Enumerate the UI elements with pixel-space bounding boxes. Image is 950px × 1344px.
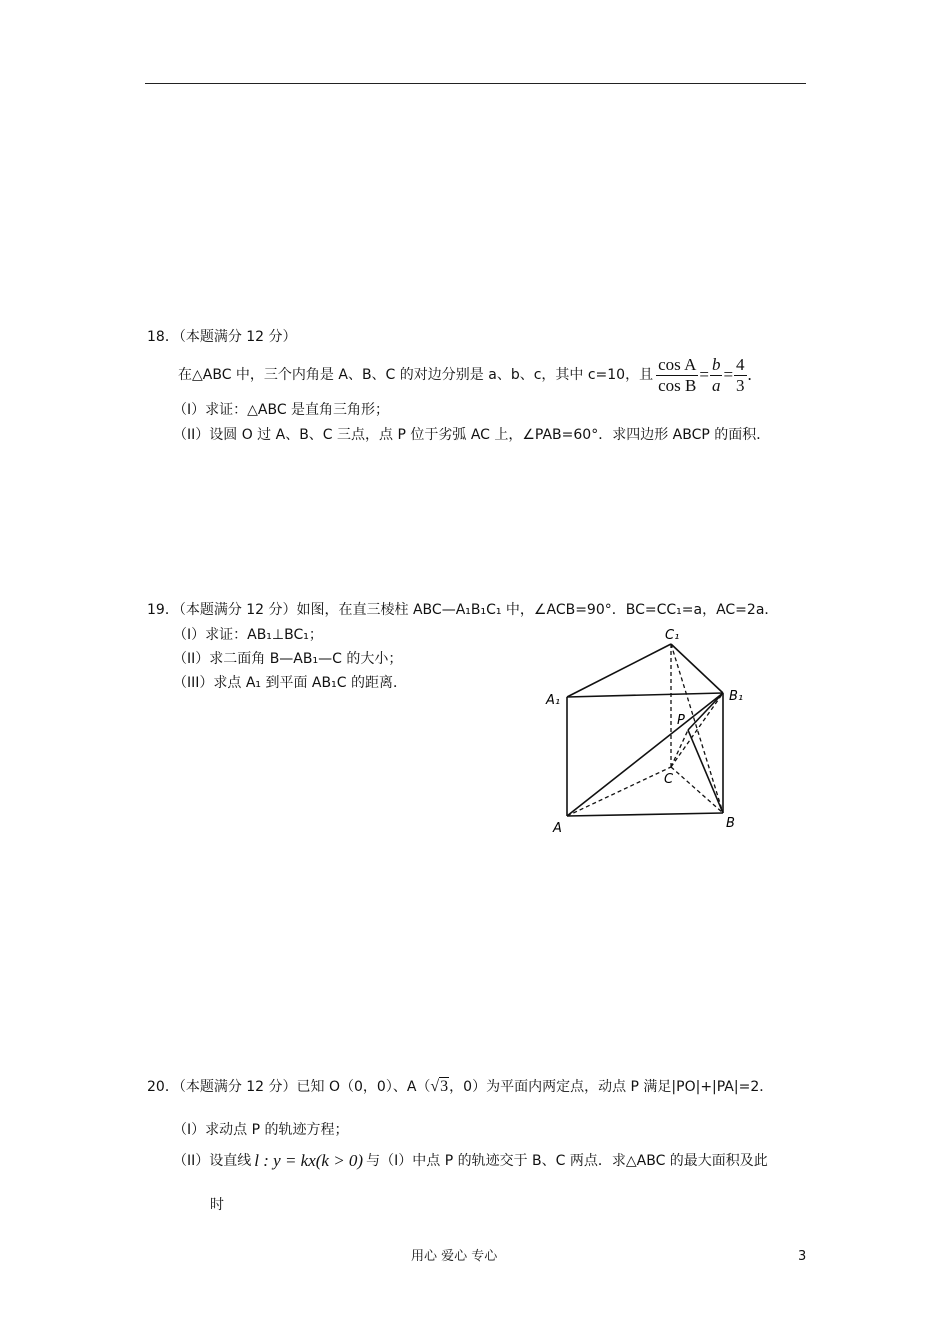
q20-sqrt-radicand: 3	[440, 1078, 449, 1096]
segment-cp-hidden	[671, 730, 688, 767]
q19-part1: （I）求证：AB₁⊥BC₁；	[173, 627, 323, 643]
q18-frac3-denominator: 3	[736, 375, 745, 395]
q18-statement	[178, 350, 753, 400]
footer-motto: 用心 爱心 专心	[411, 1249, 498, 1264]
q20-line-equation: l : y = kx(k > 0)	[254, 1150, 364, 1170]
q18-period: .	[747, 364, 752, 384]
q18-equals-2: =	[723, 364, 734, 384]
label-b: B	[726, 816, 735, 831]
q20-part2-post: 与（I）中点 P 的轨迹交于 B、C 两点．求△ABC 的最大面积及此	[366, 1152, 768, 1169]
q19-heading: 19．（本题满分 12 分）如图，在直三棱柱 ABC—A₁B₁C₁ 中，∠ACB=90°．BC=CC₁=a，AC=2a．	[147, 602, 779, 618]
segment-ab1	[567, 693, 723, 816]
q19-part2: （II）求二面角 B—AB₁—C 的大小；	[173, 651, 403, 667]
q20-heading-post: ，0）为平面内两定点，动点 P 满足|PO|+|PA|=2．	[449, 1078, 774, 1095]
q18-statement-text: 在△ABC 中，三个内角是 A、B、C 的对边分别是 a、b、c，其中 c=10，且	[178, 366, 654, 383]
q18-heading: 18．（本题满分 12 分）	[147, 329, 297, 345]
edge-a1b1	[567, 693, 723, 697]
edge-c1b1	[671, 644, 723, 693]
q20-part2	[173, 1146, 768, 1176]
edge-cb-hidden	[671, 767, 723, 813]
label-a1: A₁	[546, 693, 561, 708]
segment-b1p	[688, 693, 723, 730]
header-rule	[145, 83, 806, 84]
edge-a1c1	[567, 644, 671, 697]
q18-frac2-denominator: a	[711, 375, 721, 395]
q19-part3: （III）求点 A₁ 到平面 AB₁C 的距离．	[173, 675, 407, 691]
q20-sqrt: √3	[430, 1078, 449, 1096]
q20-part2-continued: 时	[210, 1197, 224, 1213]
q20-heading-pre: 20．（本题满分 12 分）已知 O（0，0）、A（	[147, 1078, 431, 1095]
q18-fraction-43	[734, 355, 747, 395]
label-b1: B₁	[729, 689, 744, 704]
prism-figure	[540, 620, 760, 840]
q18-frac2-numerator: b	[711, 354, 721, 374]
q18-frac1-denominator: cos B	[658, 375, 697, 395]
q20-part2-pre: （II）设直线	[173, 1152, 252, 1169]
q18-frac3-numerator: 4	[736, 354, 745, 374]
q18-frac1-numerator: cos A	[658, 354, 697, 374]
edge-ab	[567, 813, 723, 816]
q20-part1: （I）求动点 P 的轨迹方程；	[173, 1122, 349, 1138]
q18-fraction-ba	[710, 355, 723, 395]
q18-equals-1: =	[699, 364, 709, 384]
q18-fraction-cos	[656, 355, 698, 395]
q18-part1: （I）求证：△ABC 是直角三角形；	[173, 402, 390, 418]
segment-cb1-hidden	[671, 693, 723, 767]
q18-part2: （II）设圆 O 过 A、B、C 三点，点 P 位于劣弧 AC 上，∠PAB=60°．求四边形 ABCP 的面积．	[173, 427, 771, 443]
label-p: P	[677, 713, 685, 728]
q20-heading	[147, 1070, 773, 1104]
label-c1: C₁	[665, 628, 680, 643]
page-number: 3	[798, 1249, 807, 1264]
label-c: C	[664, 772, 674, 787]
label-a: A	[553, 821, 562, 836]
segment-pb	[688, 730, 723, 813]
